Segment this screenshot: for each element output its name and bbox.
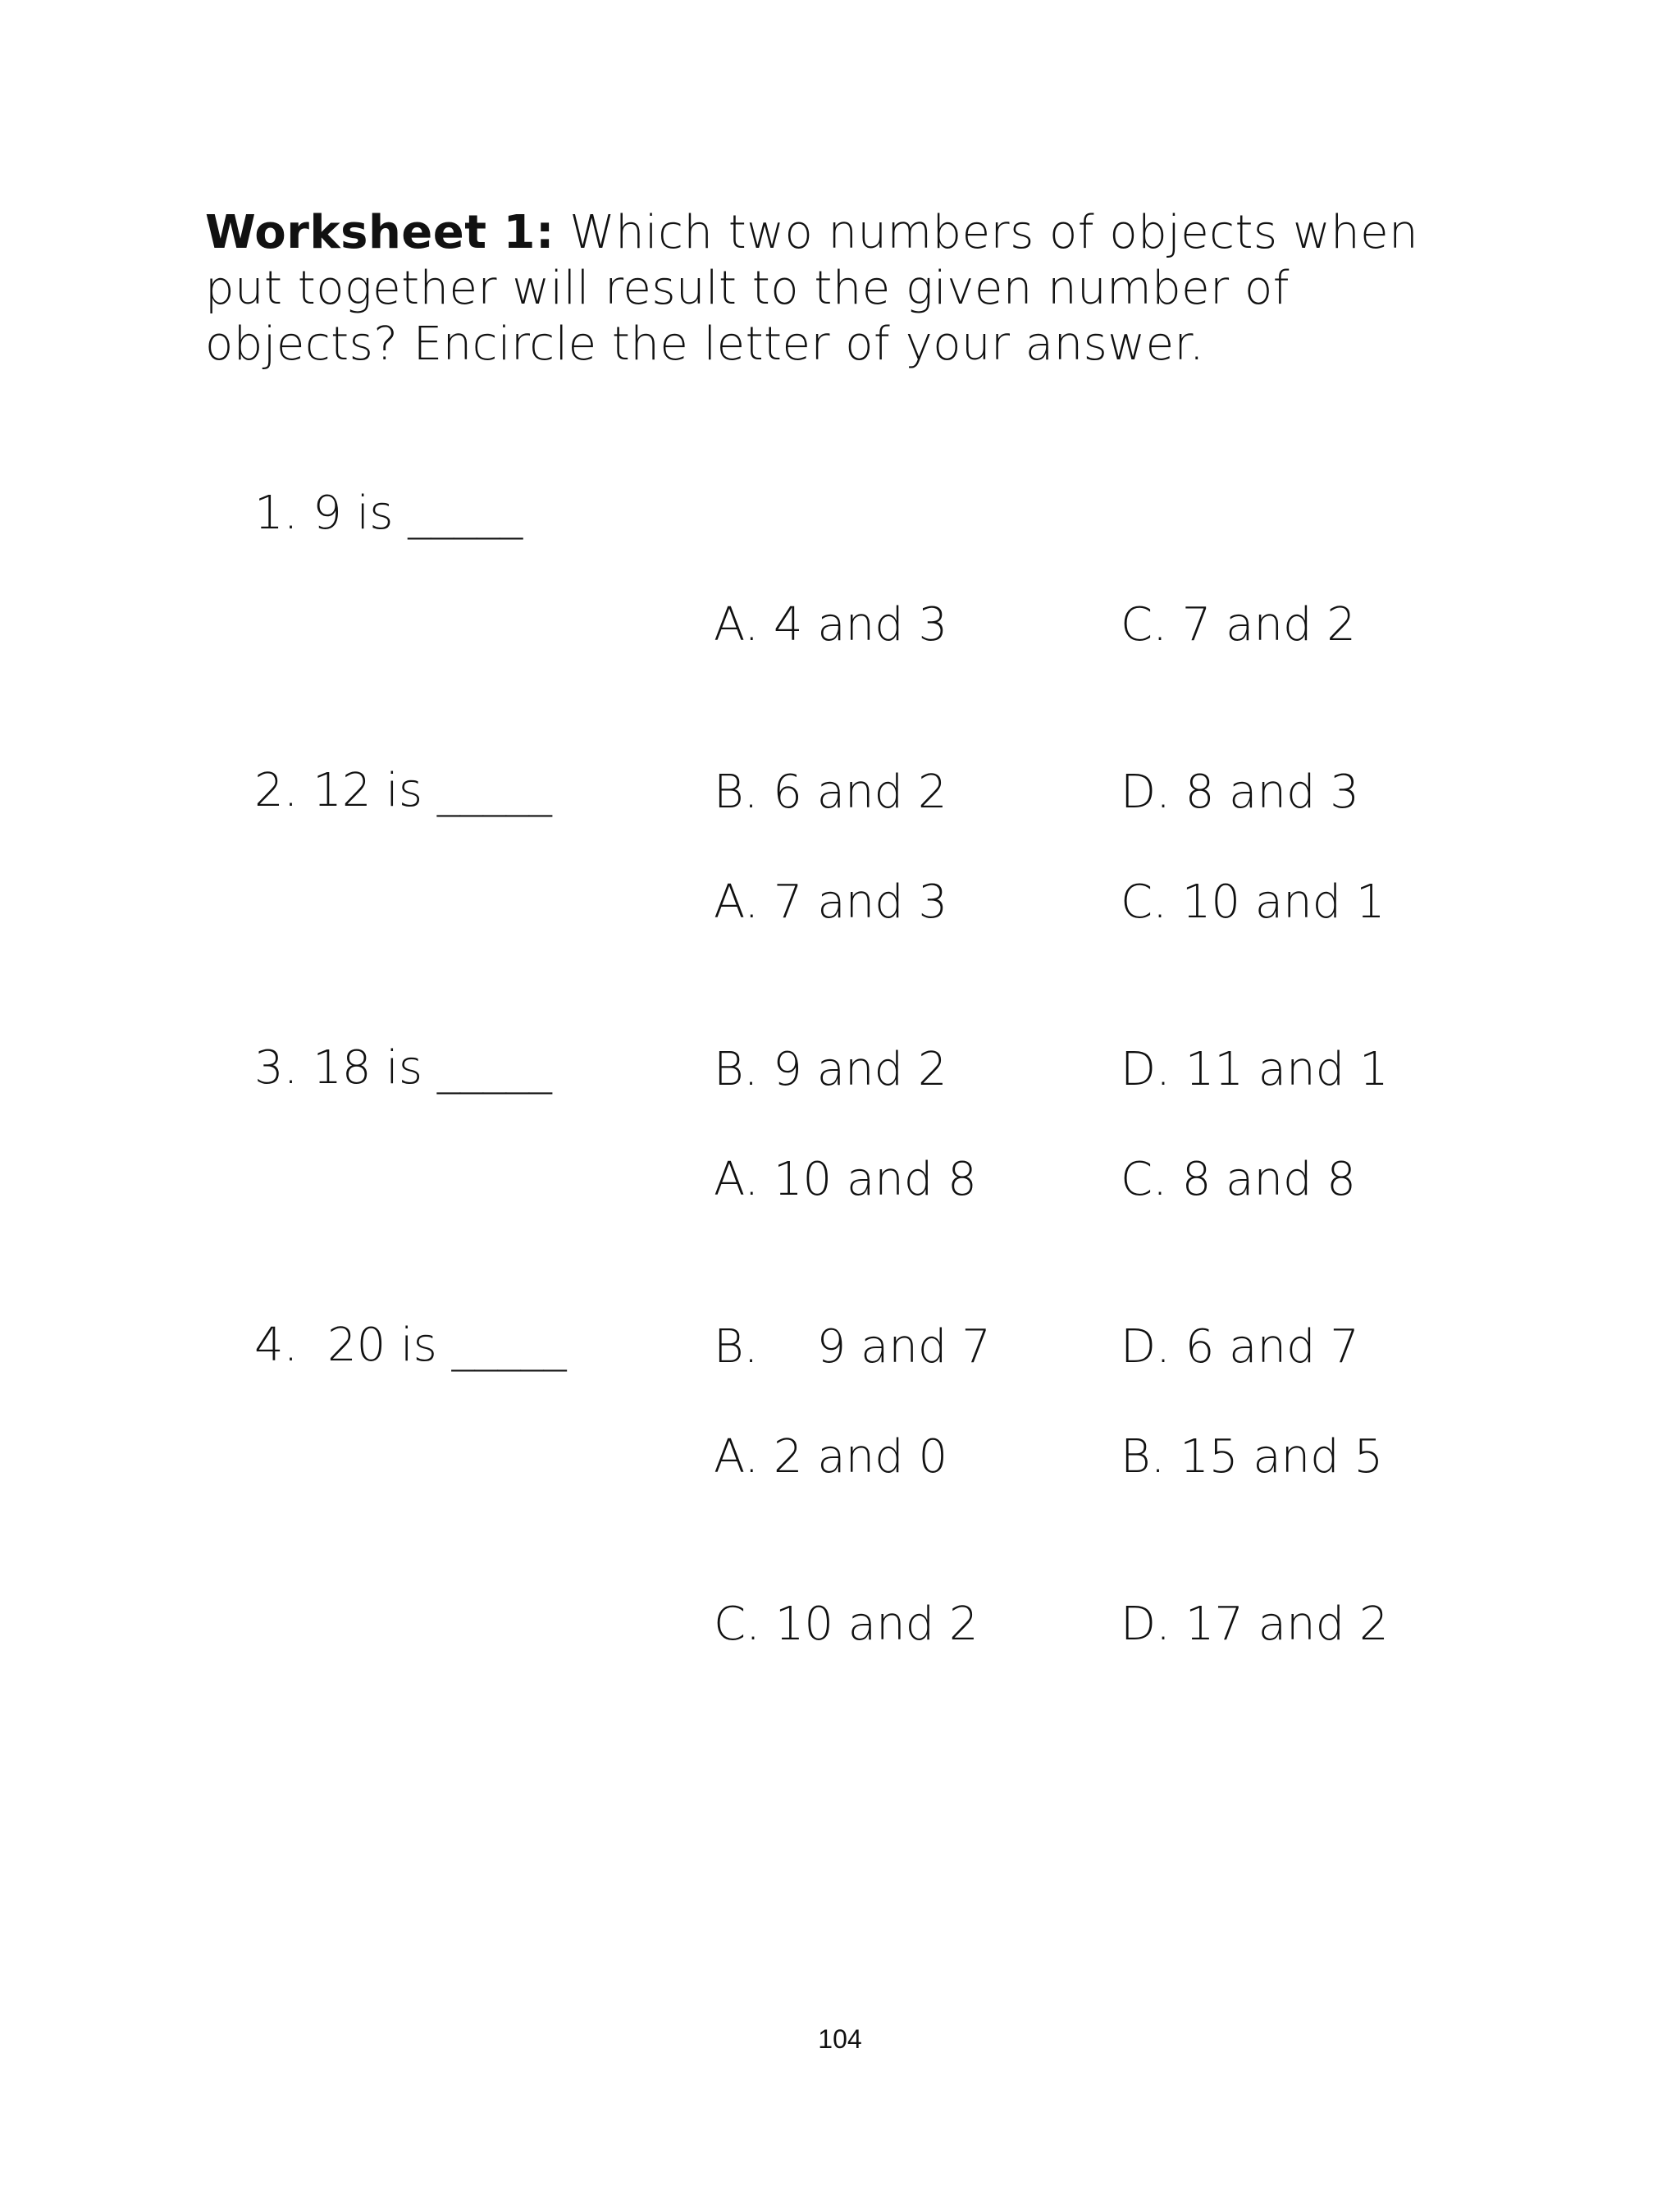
question-2-choice[interactable]: B. 9 and 2 [714, 1043, 947, 1096]
question-2-prompt: 2. 12 is _____ [254, 764, 552, 817]
question-3-prompt: 3. 18 is _____ [254, 1041, 552, 1095]
question-2-choice[interactable]: C. 10 and 1 [1121, 876, 1386, 929]
question-2-choice[interactable]: D. 11 and 1 [1121, 1043, 1389, 1096]
question-4-choice[interactable]: A. 2 and 0 [714, 1430, 948, 1484]
question-2-choice[interactable]: A. 7 and 3 [714, 876, 948, 929]
question-4-prompt: 4. 20 is _____ [254, 1319, 567, 1372]
question-4-choice[interactable]: B. 15 and 5 [1121, 1430, 1384, 1484]
question-item-4 [254, 1318, 1452, 1651]
question-3-choice[interactable]: A. 10 and 8 [714, 1153, 977, 1206]
question-4-choice[interactable]: C. 10 and 2 [714, 1598, 979, 1651]
question-3-choice[interactable]: C. 8 and 8 [1121, 1153, 1356, 1206]
worksheet-title: Worksheet 1: [205, 206, 555, 259]
question-3-choice[interactable]: D. 6 and 7 [1121, 1320, 1359, 1374]
question-1-choice[interactable]: B. 6 and 2 [714, 766, 947, 819]
worksheet-directions: Which two numbers of objects when put together will result to the given number of objects? Encircle the letter of your answer. [205, 206, 1419, 371]
question-1-prompt: 1. 9 is _____ [254, 487, 523, 540]
question-1-choice[interactable]: C. 7 and 2 [1121, 598, 1356, 652]
question-4-choice[interactable]: D. 17 and 2 [1121, 1598, 1389, 1651]
question-4-choices-right [1121, 1318, 1389, 1764]
worksheet-instructions [205, 205, 1436, 373]
question-1-choice[interactable]: D. 8 and 3 [1121, 766, 1359, 819]
question-3-choice[interactable]: B. 9 and 7 [714, 1320, 991, 1374]
page-number: 104 [818, 2024, 862, 2054]
question-4-choices-left [714, 1318, 979, 1764]
question-1-choice[interactable]: A. 4 and 3 [714, 598, 948, 652]
